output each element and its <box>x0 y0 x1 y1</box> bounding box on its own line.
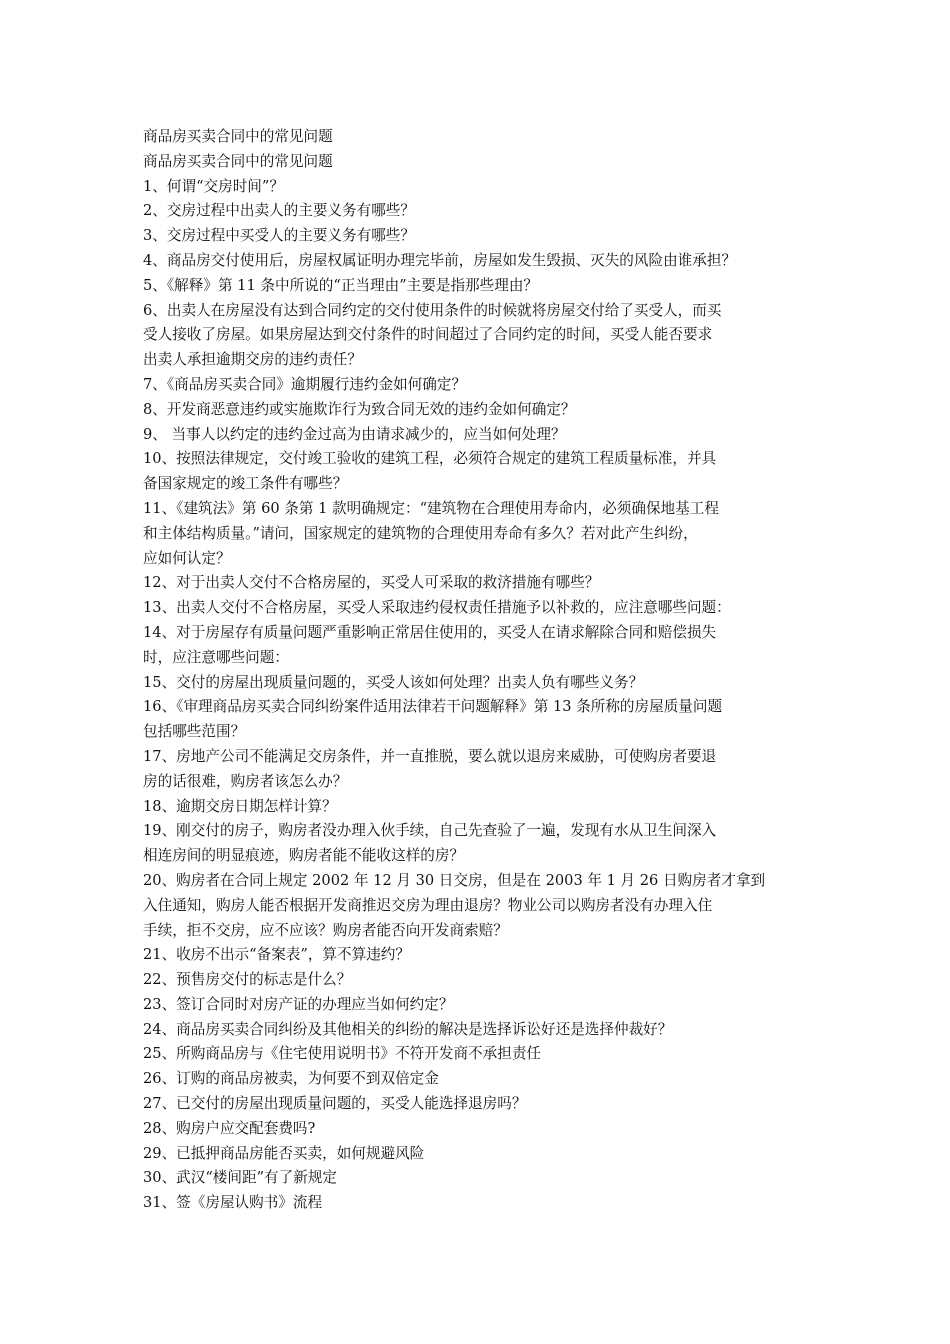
question-line: 20、购房者在合同上规定 2002 年 12 月 30 日交房，但是在 2003 年 1 月 26 日购房者才拿到 <box>143 871 766 889</box>
question-line: 和主体结构质量。”请问，国家规定的建筑物的合理使用寿命有多久？若对此产生纠纷， <box>143 524 698 542</box>
question-line: 受人接收了房屋。如果房屋达到交付条件的时间超过了合同约定的时间，买受人能否要求 <box>143 326 713 344</box>
question-line: 3、交房过程中买受人的主要义务有哪些？ <box>143 227 415 245</box>
question-line: 9、 当事人以约定的违约金过高为由请求减少的，应当如何处理？ <box>143 425 566 443</box>
question-line: 13、出卖人交付不合格房屋，买受人采取违约侵权责任措施予以补救的，应注意哪些问题： <box>143 599 731 617</box>
question-line: 29、已抵押商品房能否买卖，如何规避风险 <box>143 1144 425 1162</box>
question-line: 31、签《房屋认购书》流程 <box>143 1194 323 1212</box>
question-line: 房的话很难，购房者该怎么办？ <box>143 772 348 790</box>
document-title: 商品房买卖合同中的常见问题 <box>143 128 333 145</box>
question-line: 入住通知，购房人能否根据开发商推迟交房为理由退房？物业公司以购房者没有办理入住 <box>143 896 713 914</box>
question-line: 备国家规定的竣工条件有哪些？ <box>143 475 348 493</box>
question-line: 23、签订合同时对房产证的办理应当如何约定？ <box>143 995 454 1013</box>
question-line: 25、所购商品房与《住宅使用说明书》不符开发商不承担责任 <box>143 1045 542 1063</box>
question-line: 19、刚交付的房子，购房者没办理入伙手续，自己先查验了一遍，发现有水从卫生间深入 <box>143 822 717 840</box>
question-line: 16、《审理商品房买卖合同纠纷案件适用法律若干问题解释》第 13 条所称的房屋质量问题 <box>143 698 723 716</box>
question-line: 2、交房过程中出卖人的主要义务有哪些？ <box>143 202 415 220</box>
question-line: 10、按照法律规定，交付竣工验收的建筑工程，必须符合规定的建筑工程质量标准，并具 <box>143 450 717 468</box>
question-line: 28、购房户应交配套费吗? <box>143 1119 316 1137</box>
question-list <box>143 175 813 1216</box>
question-line: 27、已交付的房屋出现质量问题的，买受人能选择退房吗？ <box>143 1095 527 1113</box>
question-line: 出卖人承担逾期交房的违约责任？ <box>143 351 362 369</box>
document-subtitle: 商品房买卖合同中的常见问题 <box>143 152 333 170</box>
question-line: 22、预售房交付的标志是什么？ <box>143 971 352 989</box>
question-line: 4、商品房交付使用后，房屋权属证明办理完毕前，房屋如发生毁损、灭失的风险由谁承担？ <box>143 251 737 269</box>
question-line: 包括哪些范围？ <box>143 723 246 741</box>
question-line: 26、订购的商品房被卖，为何要不到双倍定金 <box>143 1070 439 1088</box>
document-body <box>143 125 813 1216</box>
question-line: 21、收房不出示“备案表”，算不算违约？ <box>143 946 410 964</box>
question-line: 手续，拒不交房，应不应该？购房者能否向开发商索赔？ <box>143 921 508 939</box>
question-line: 7、《商品房买卖合同》逾期履行违约金如何确定？ <box>143 375 467 393</box>
question-line: 15、交付的房屋出现质量问题的，买受人该如何处理？出卖人负有哪些义务？ <box>143 673 644 691</box>
question-line: 8、开发商恶意违约或实施欺诈行为致合同无效的违约金如何确定？ <box>143 400 576 418</box>
question-line: 1、何谓“交房时间”？ <box>143 177 284 195</box>
question-line: 17、房地产公司不能满足交房条件，并一直推脱，要么就以退房来威胁，可使购房者要退 <box>143 747 717 765</box>
question-line: 时，应注意哪些问题： <box>143 648 289 666</box>
question-line: 5、《解释》第 11 条中所说的“正当理由”主要是指那些理由？ <box>143 276 539 294</box>
question-line: 相连房间的明显痕迹，购房者能不能收这样的房？ <box>143 847 465 865</box>
question-line: 6、出卖人在房屋没有达到合同约定的交付使用条件的时候就将房屋交付给了买受人，而买 <box>143 301 722 319</box>
question-line: 应如何认定？ <box>143 549 231 567</box>
question-line: 18、逾期交房日期怎样计算？ <box>143 797 337 815</box>
question-line: 14、对于房屋存有质量问题严重影响正常居住使用的，买受人在请求解除合同和赔偿损失 <box>143 623 717 641</box>
question-line: 12、对于出卖人交付不合格房屋的，买受人可采取的救济措施有哪些？ <box>143 574 600 592</box>
question-line: 11、《建筑法》第 60 条第 1 款明确规定：“建筑物在合理使用寿命内，必须确保地基工程 <box>143 499 719 517</box>
question-line: 30、武汉“楼间距”有了新规定 <box>143 1169 338 1187</box>
question-line: 24、商品房买卖合同纠纷及其他相关的纠纷的解决是选择诉讼好还是选择仲裁好？ <box>143 1020 673 1038</box>
